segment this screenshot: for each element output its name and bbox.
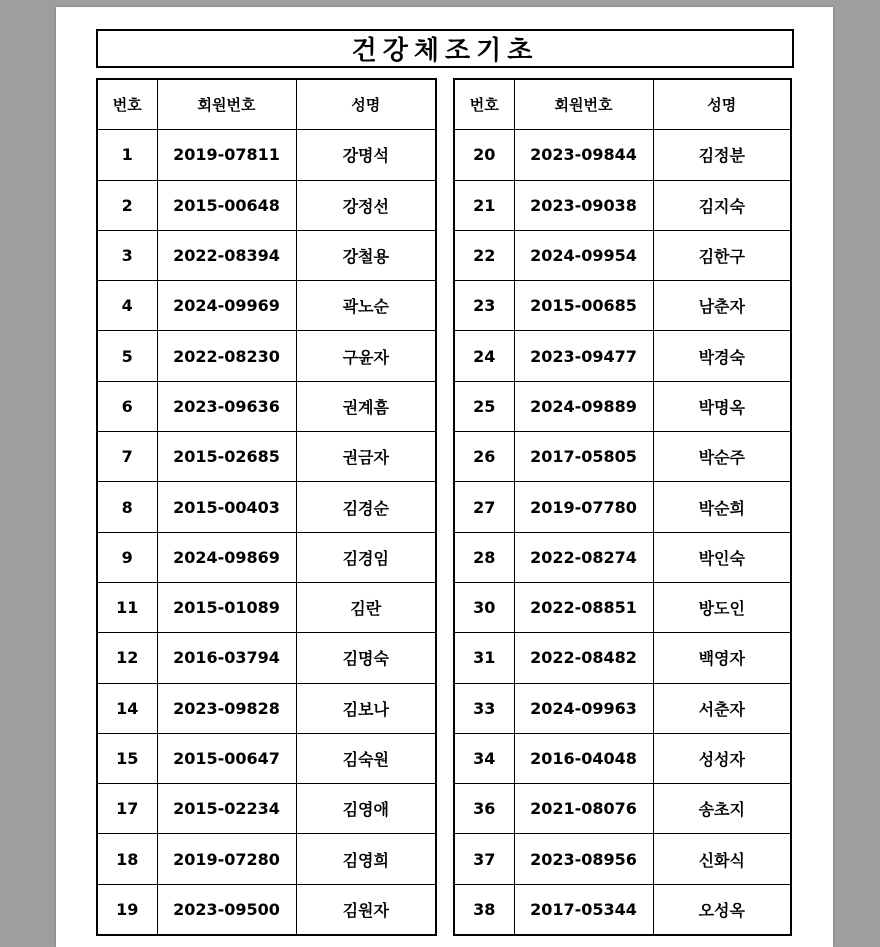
cell-name: 곽노순 — [296, 281, 436, 331]
cell-name: 백영자 — [653, 633, 791, 683]
header-member-id: 회원번호 — [157, 79, 296, 130]
cell-name: 김보나 — [296, 683, 436, 733]
cell-num: 25 — [454, 381, 514, 431]
cell-num: 22 — [454, 230, 514, 280]
cell-name: 김란 — [296, 582, 436, 632]
table-row — [454, 532, 791, 582]
table-row — [97, 884, 436, 935]
cell-name: 권금자 — [296, 432, 436, 482]
cell-name: 신화식 — [653, 834, 791, 884]
table-row — [97, 633, 436, 683]
cell-num: 24 — [454, 331, 514, 381]
cell-num: 3 — [97, 230, 157, 280]
cell-name: 박인숙 — [653, 532, 791, 582]
document-title: 건강체조기초 — [96, 29, 794, 68]
cell-member-id: 2024-09954 — [514, 230, 653, 280]
cell-member-id: 2024-09869 — [157, 532, 296, 582]
cell-name: 강명석 — [296, 130, 436, 180]
cell-name: 김정분 — [653, 130, 791, 180]
cell-name: 김명숙 — [296, 633, 436, 683]
cell-name: 김영애 — [296, 784, 436, 834]
table-row — [97, 180, 436, 230]
table-row — [97, 432, 436, 482]
cell-num: 14 — [97, 683, 157, 733]
header-num: 번호 — [97, 79, 157, 130]
cell-name: 김경임 — [296, 532, 436, 582]
cell-member-id: 2016-03794 — [157, 633, 296, 683]
cell-name: 서춘자 — [653, 683, 791, 733]
header-row — [97, 79, 436, 130]
cell-name: 김한구 — [653, 230, 791, 280]
cell-num: 5 — [97, 331, 157, 381]
cell-member-id: 2019-07780 — [514, 482, 653, 532]
cell-member-id: 2022-08851 — [514, 582, 653, 632]
cell-member-id: 2015-01089 — [157, 582, 296, 632]
cell-name: 박순희 — [653, 482, 791, 532]
cell-num: 2 — [97, 180, 157, 230]
cell-member-id: 2015-02234 — [157, 784, 296, 834]
roster-body-left — [97, 130, 436, 935]
table-row — [454, 733, 791, 783]
cell-name: 방도인 — [653, 582, 791, 632]
cell-member-id: 2015-00403 — [157, 482, 296, 532]
cell-name: 성성자 — [653, 733, 791, 783]
table-row — [454, 331, 791, 381]
cell-member-id: 2023-09038 — [514, 180, 653, 230]
table-row — [454, 633, 791, 683]
cell-num: 28 — [454, 532, 514, 582]
header-name: 성명 — [296, 79, 436, 130]
cell-member-id: 2024-09963 — [514, 683, 653, 733]
cell-num: 21 — [454, 180, 514, 230]
cell-num: 8 — [97, 482, 157, 532]
table-row — [454, 381, 791, 431]
cell-member-id: 2023-09636 — [157, 381, 296, 431]
cell-member-id: 2015-00685 — [514, 281, 653, 331]
cell-name: 김숙원 — [296, 733, 436, 783]
cell-num: 30 — [454, 582, 514, 632]
header-row — [454, 79, 791, 130]
table-row — [97, 683, 436, 733]
cell-name: 김영희 — [296, 834, 436, 884]
cell-member-id: 2015-00648 — [157, 180, 296, 230]
cell-member-id: 2023-09828 — [157, 683, 296, 733]
cell-num: 26 — [454, 432, 514, 482]
cell-member-id: 2023-09844 — [514, 130, 653, 180]
table-row — [454, 281, 791, 331]
cell-num: 33 — [454, 683, 514, 733]
cell-name: 강철용 — [296, 230, 436, 280]
roster-body-right — [454, 130, 791, 935]
cell-num: 9 — [97, 532, 157, 582]
table-row — [454, 784, 791, 834]
cell-member-id: 2021-08076 — [514, 784, 653, 834]
cell-name: 박경숙 — [653, 331, 791, 381]
cell-member-id: 2015-02685 — [157, 432, 296, 482]
document-page — [56, 7, 833, 947]
table-row — [454, 884, 791, 935]
cell-member-id: 2023-09500 — [157, 884, 296, 935]
cell-name: 송초지 — [653, 784, 791, 834]
cell-member-id: 2022-08274 — [514, 532, 653, 582]
table-row — [97, 834, 436, 884]
cell-num: 36 — [454, 784, 514, 834]
cell-member-id: 2022-08394 — [157, 230, 296, 280]
cell-name: 권계흠 — [296, 381, 436, 431]
table-row — [97, 381, 436, 431]
table-row — [454, 834, 791, 884]
table-row — [454, 432, 791, 482]
cell-num: 7 — [97, 432, 157, 482]
table-row — [97, 582, 436, 632]
cell-name: 강정선 — [296, 180, 436, 230]
table-row — [97, 482, 436, 532]
cell-num: 6 — [97, 381, 157, 431]
table-row — [97, 733, 436, 783]
cell-num: 4 — [97, 281, 157, 331]
cell-member-id: 2022-08482 — [514, 633, 653, 683]
cell-num: 31 — [454, 633, 514, 683]
cell-num: 15 — [97, 733, 157, 783]
cell-num: 38 — [454, 884, 514, 935]
table-row — [97, 784, 436, 834]
header-num: 번호 — [454, 79, 514, 130]
table-row — [97, 281, 436, 331]
cell-name: 박명옥 — [653, 381, 791, 431]
cell-num: 27 — [454, 482, 514, 532]
table-row — [97, 130, 436, 180]
cell-member-id: 2017-05344 — [514, 884, 653, 935]
cell-member-id: 2015-00647 — [157, 733, 296, 783]
cell-num: 12 — [97, 633, 157, 683]
cell-name: 구윤자 — [296, 331, 436, 381]
cell-name: 박순주 — [653, 432, 791, 482]
cell-name: 김경순 — [296, 482, 436, 532]
cell-name: 김원자 — [296, 884, 436, 935]
cell-num: 11 — [97, 582, 157, 632]
cell-num: 18 — [97, 834, 157, 884]
cell-member-id: 2023-08956 — [514, 834, 653, 884]
cell-name: 김지숙 — [653, 180, 791, 230]
header-name: 성명 — [653, 79, 791, 130]
table-row — [97, 230, 436, 280]
cell-member-id: 2024-09969 — [157, 281, 296, 331]
table-row — [454, 230, 791, 280]
cell-num: 1 — [97, 130, 157, 180]
cell-num: 37 — [454, 834, 514, 884]
roster-table-left — [96, 78, 437, 936]
cell-member-id: 2019-07811 — [157, 130, 296, 180]
cell-name: 오성옥 — [653, 884, 791, 935]
cell-num: 23 — [454, 281, 514, 331]
table-row — [454, 683, 791, 733]
cell-num: 17 — [97, 784, 157, 834]
cell-name: 남춘자 — [653, 281, 791, 331]
cell-member-id: 2023-09477 — [514, 331, 653, 381]
cell-num: 19 — [97, 884, 157, 935]
cell-member-id: 2019-07280 — [157, 834, 296, 884]
cell-member-id: 2024-09889 — [514, 381, 653, 431]
table-row — [454, 130, 791, 180]
cell-member-id: 2016-04048 — [514, 733, 653, 783]
header-member-id: 회원번호 — [514, 79, 653, 130]
cell-member-id: 2022-08230 — [157, 331, 296, 381]
table-row — [454, 180, 791, 230]
table-row — [97, 331, 436, 381]
table-row — [97, 532, 436, 582]
cell-num: 34 — [454, 733, 514, 783]
table-row — [454, 582, 791, 632]
cell-member-id: 2017-05805 — [514, 432, 653, 482]
cell-num: 20 — [454, 130, 514, 180]
roster-table-right — [453, 78, 792, 936]
table-row — [454, 482, 791, 532]
